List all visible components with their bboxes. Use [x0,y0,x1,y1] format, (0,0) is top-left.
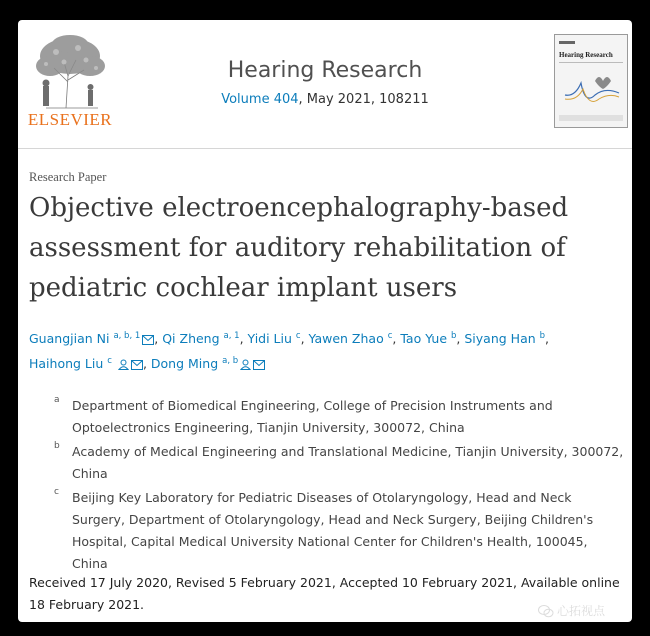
cover-title: Hearing Research [559,51,613,59]
volume-link[interactable]: Volume 404 [221,92,299,107]
affiliation-item [54,487,624,575]
email-icon[interactable] [253,360,265,370]
author-yidi-liu[interactable]: Yidi Liu $^c$ [247,331,301,347]
email-icon[interactable] [131,360,143,370]
article-type: Research Paper [29,170,107,184]
watermark-text: 心拓视点 [557,604,606,618]
article-history-dates: Received 17 July 2020, Revised 5 February 2021, Accepted 10 February 2021, Available online 18 February 2021. [29,575,620,612]
author-tao-yue[interactable]: Tao Yue $^b$ [400,331,457,347]
author-list: Guangjian Ni $^{a, b, 1}$ , Qi Zheng $^{a, 1}$, Yidi Liu $^c$, Yawen Zhao $^c$, Tao Yue $^b$, Siyang Han $^b$, Haihong Liu $^c$ , Dong Ming $^{a, b}$ [29,331,550,372]
author-guangjian-ni[interactable]: Guangjian Ni $^{a, b, 1}$ [29,331,154,346]
header-divider [18,148,632,149]
issue-details: , May 2021, 108211 [298,92,429,107]
author-haihong-liu[interactable]: Haihong Liu $^c$ [29,356,112,372]
affiliation-marker: a [54,395,60,405]
affiliation-item [54,441,624,485]
author-haihong-liu-icons[interactable] [116,356,143,371]
wechat-icon [538,604,554,618]
person-icon[interactable] [118,359,129,370]
wechat-watermark [538,602,605,619]
person-icon[interactable] [240,359,251,370]
article-card [18,20,632,622]
elsevier-wordmark: ELSEVIER [27,110,113,129]
journal-cover-thumbnail[interactable] [554,34,628,128]
author-qi-zheng[interactable]: Qi Zheng $^{a, 1}$ [162,331,240,347]
affiliation-item [54,395,624,439]
author-siyang-han[interactable]: Siyang Han $^b$ [464,331,546,347]
affiliation-list [54,395,624,577]
author-yawen-zhao[interactable]: Yawen Zhao $^c$ [308,331,393,347]
affiliation-marker: b [54,441,60,451]
affiliation-text: Beijing Key Laboratory for Pediatric Diseases of Otolaryngology, Head and Neck Surgery, Department of Otolaryngology, Head and Neck Surgery, Beijing Children's Hospital, Capital Medical University National Center for Children's Health, 100045, China [72,490,594,571]
affiliation-text: Department of Biomedical Engineering, College of Precision Instruments and Optoelectronics Engineering, Tianjin University, 300072, China [72,398,553,435]
journal-title[interactable]: Hearing Research [227,58,423,83]
author-dong-ming[interactable]: Dong Ming $^{a, b}$ [151,356,265,371]
email-icon[interactable] [142,335,154,345]
article-header [18,20,632,160]
affiliation-text: Academy of Medical Engineering and Translational Medicine, Tianjin University, 300072, China [72,444,624,481]
journal-issue-info [18,92,632,107]
affiliation-marker: c [54,487,59,497]
cover-art-icon [555,35,627,127]
article-title: Objective electroencephalography-based assessment for auditory rehabilitation of pediatric cochlear implant users [29,193,569,303]
